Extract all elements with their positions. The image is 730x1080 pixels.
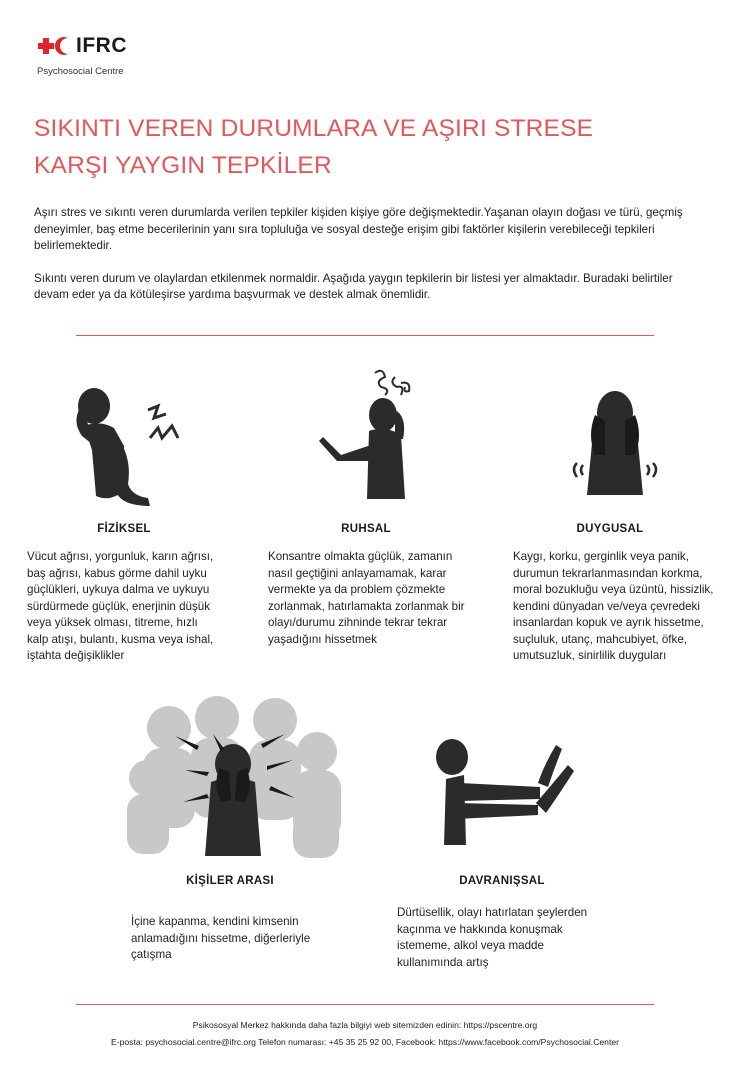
footer-contact-line: E-posta: psychosocial.centre@ifrc.org Telefon numarası: +45 35 25 92 00, Facebook: https://www.facebook.com/Psychosocial.Center xyxy=(111,1037,619,1047)
red-cross-crescent-icon xyxy=(36,36,74,56)
text-mental: Konsantre olmakta güçlük, zamanın nasıl geçtiğini anlayamamak, karar vermekte ya da problem çözmekte zorlanmak, hatırlamakta zorlanmak bir olayı/durumu zihninde tekrar tekrar yaşadığını hissetmek xyxy=(268,550,465,646)
intro-text xyxy=(34,205,704,320)
title-line-1: SIKINTI VEREN DURUMLARA VE AŞIRI STRESE xyxy=(34,115,594,142)
behavioral-avoidance-figure-icon xyxy=(420,735,580,850)
heading-behavioral: DAVRANIŞSAL xyxy=(459,875,545,887)
logo-subtitle: Psychosocial Centre xyxy=(37,66,124,77)
ifrc-logo xyxy=(36,34,127,77)
mental-confused-figure-icon xyxy=(315,365,425,510)
text-emotional: Kaygı, korku, gerginlik veya panik, durumun tekrarlanmasından korkma, moral bozukluğu veya üzüntü, hissizlik, kendini dünyadan ve/veya çevredeki insanlardan kopuk ve ayrık hissetme, suçluluk, utanç, mahcubiyet, öfke, umutsuzluk, sinirlilik duyguları xyxy=(513,550,714,662)
emotional-crying-figure-icon xyxy=(565,385,665,510)
text-behavioral: Dürtüsellik, olayı hatırlatan şeylerden kaçınma ve hakkında konuşmak istememe, alkol veya madde kullanımında artış xyxy=(397,906,588,969)
text-interpersonal: İçine kapanma, kendini kimsenin anlamadığını hissetme, diğerleriyle çatışma xyxy=(131,915,311,961)
heading-interpersonal: KİŞİLER ARASI xyxy=(186,875,274,887)
heading-physical: FİZİKSEL xyxy=(97,523,151,535)
heading-emotional: DUYGUSAL xyxy=(576,523,644,535)
logo-name: IFRC xyxy=(76,34,127,57)
divider-bottom xyxy=(76,1004,654,1005)
text-physical: Vücut ağrısı, yorgunluk, karın ağrısı, baş ağrısı, kabus görme dahil uyku güçlükleri, uykuya dalma ve uykuyu sürdürmede güçlük, enerjinin düşük veya yüksek olması, titreme, hızlı kalp atışı, bulantı, kusma veya ishal, iştahta değişiklikler xyxy=(27,550,214,662)
title-line-2: KARŞI YAYGIN TEPKİLER xyxy=(34,152,332,179)
physical-headache-figure-icon xyxy=(62,380,192,510)
interpersonal-crowd-figure-icon xyxy=(125,690,350,860)
page-title xyxy=(34,110,694,184)
footer-website-line: Psikososyal Merkez hakkında daha fazla bilgiyi web sitemizden edinin: https://pscentre.org xyxy=(192,1020,538,1030)
divider-top xyxy=(76,335,654,336)
heading-mental: RUHSAL xyxy=(341,523,391,535)
intro-paragraph-1: Aşırı stres ve sıkıntı veren durumlarda verilen tepkiler kişiden kişiye göre değişmektedir.Yaşanan olayın doğası ve türü, geçmiş deneyimler, baş etme becerilerinin yanı sıra topluluğa ve sosyal desteğe erişim gibi faktörler kişilerin verebileceği tepkileri belirlemektedir. xyxy=(34,206,683,252)
intro-paragraph-2: Sıkıntı veren durum ve olaylardan etkilenmek normaldir. Aşağıda yaygın tepkilerin bir listesi yer almaktadır. Buradaki belirtiler devam eder ya da kötüleşirse yardıma başvurmak ve destek almak önemlidir. xyxy=(34,271,673,301)
